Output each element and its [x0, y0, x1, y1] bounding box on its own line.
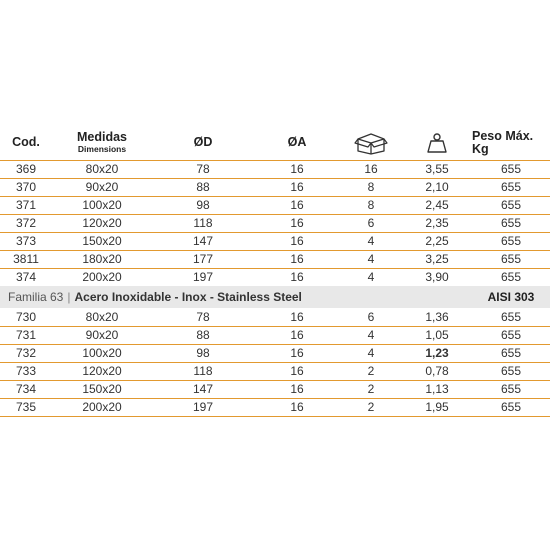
cell-peso: 655 [500, 198, 522, 212]
cell-oa: 16 [290, 180, 304, 194]
cell-qty: 8 [367, 180, 375, 194]
cell-weight: 3,25 [425, 252, 449, 266]
cell-cod: 371 [15, 198, 37, 212]
family-band [0, 286, 550, 308]
table-row [0, 233, 550, 251]
cell-peso: 655 [500, 180, 522, 194]
cell-weight: 1,95 [425, 400, 449, 414]
cell-weight: 0,78 [425, 364, 449, 378]
cell-dim: 90x20 [85, 180, 119, 194]
cell-peso: 655 [500, 364, 522, 378]
table-row [0, 269, 550, 287]
header-od: ØD [193, 135, 213, 149]
table-row [0, 327, 550, 345]
cell-dim: 120x20 [82, 364, 122, 378]
cell-oa: 16 [290, 310, 304, 324]
cell-cod: 369 [15, 162, 37, 176]
cell-od: 118 [193, 216, 213, 230]
cell-cod: 735 [15, 400, 37, 414]
cell-weight: 1,05 [425, 328, 449, 342]
cell-peso: 655 [500, 252, 522, 266]
cell-dim: 150x20 [82, 382, 122, 396]
family-material: Acero Inoxidable - Inox - Stainless Steel [74, 290, 302, 304]
cell-qty: 2 [367, 364, 375, 378]
table-row [0, 161, 550, 179]
cell-od: 98 [196, 198, 210, 212]
cell-dim: 200x20 [82, 270, 122, 284]
cell-oa: 16 [290, 198, 304, 212]
cell-cod: 372 [15, 216, 37, 230]
family-aisi: AISI 303 [487, 290, 535, 304]
cell-oa: 16 [290, 162, 304, 176]
cell-dim: 100x20 [82, 346, 122, 360]
cell-od: 177 [192, 252, 214, 266]
cell-qty: 2 [367, 382, 375, 396]
cell-oa: 16 [290, 382, 304, 396]
cell-cod: 370 [15, 180, 37, 194]
cell-dim: 150x20 [82, 234, 122, 248]
cell-dim: 120x20 [82, 216, 122, 230]
cell-weight: 1,23 [425, 346, 449, 360]
family-separator: | [67, 290, 71, 304]
cell-oa: 16 [290, 252, 304, 266]
cell-qty: 16 [364, 162, 378, 176]
table-row [0, 251, 550, 269]
cell-peso: 655 [500, 310, 522, 324]
cell-cod: 374 [15, 270, 37, 284]
cell-dim: 100x20 [82, 198, 122, 212]
table-row [0, 197, 550, 215]
cell-od: 197 [192, 400, 214, 414]
header-peso: Peso Máx. Kg [472, 128, 534, 156]
cell-cod: 730 [15, 310, 37, 324]
cell-cod: 732 [15, 346, 37, 360]
cell-qty: 4 [367, 346, 375, 360]
cell-dim: 80x20 [85, 162, 119, 176]
cell-od: 78 [196, 162, 210, 176]
cell-oa: 16 [290, 364, 304, 378]
cell-cod: 3811 [13, 252, 39, 266]
header-box [340, 125, 402, 160]
cell-weight: 2,25 [425, 234, 449, 248]
cell-qty: 2 [367, 400, 375, 414]
weight-icon [426, 132, 448, 154]
table-row [0, 179, 550, 197]
cell-cod: 731 [15, 328, 37, 342]
cell-peso: 655 [500, 346, 522, 360]
box-icon [354, 131, 388, 155]
cell-weight: 3,90 [425, 270, 449, 284]
cell-qty: 4 [367, 328, 375, 342]
cell-peso: 655 [500, 234, 522, 248]
table-row [0, 215, 550, 233]
cell-peso: 655 [500, 162, 522, 176]
family-label: Familia 63 [8, 290, 64, 304]
cell-oa: 16 [290, 216, 304, 230]
header-oa: ØA [287, 135, 307, 149]
cell-peso: 655 [500, 328, 522, 342]
cell-oa: 16 [290, 328, 304, 342]
cell-od: 78 [196, 310, 210, 324]
cell-peso: 655 [500, 382, 522, 396]
table-row [0, 309, 550, 327]
cell-peso: 655 [500, 270, 522, 284]
cell-weight: 2,45 [425, 198, 449, 212]
table-row [0, 381, 550, 399]
cell-peso: 655 [500, 400, 522, 414]
cell-qty: 8 [367, 198, 375, 212]
cell-oa: 16 [290, 270, 304, 284]
cell-qty: 4 [367, 234, 375, 248]
cell-weight: 2,35 [425, 216, 449, 230]
header-cod: Cod. [12, 135, 40, 149]
cell-od: 88 [196, 180, 210, 194]
cell-oa: 16 [290, 234, 304, 248]
cell-oa: 16 [290, 346, 304, 360]
header-medidas: Medidas Dimensions [76, 130, 127, 154]
table-row [0, 345, 550, 363]
cell-od: 147 [192, 382, 214, 396]
cell-od: 118 [193, 364, 213, 378]
table-header [0, 125, 550, 161]
cell-od: 98 [196, 346, 210, 360]
header-dimensions: Dimensions [77, 144, 127, 154]
cell-weight: 3,55 [425, 162, 449, 176]
cell-qty: 4 [367, 252, 375, 266]
cell-od: 147 [192, 234, 214, 248]
table-row [0, 399, 550, 417]
header-weight [402, 125, 472, 160]
cell-dim: 180x20 [82, 252, 122, 266]
cell-oa: 16 [290, 400, 304, 414]
table-body-top [0, 161, 550, 287]
table-body-bottom [0, 309, 550, 417]
cell-cod: 734 [15, 382, 37, 396]
family-text [8, 286, 302, 308]
cell-weight: 1,13 [425, 382, 449, 396]
cell-cod: 373 [15, 234, 37, 248]
cell-od: 88 [196, 328, 210, 342]
cell-dim: 90x20 [85, 328, 119, 342]
cell-qty: 6 [367, 310, 375, 324]
cell-weight: 2,10 [425, 180, 449, 194]
cell-cod: 733 [15, 364, 37, 378]
cell-weight: 1,36 [425, 310, 449, 324]
cell-peso: 655 [500, 216, 522, 230]
cell-qty: 4 [367, 270, 375, 284]
cell-dim: 80x20 [85, 310, 119, 324]
cell-od: 197 [192, 270, 214, 284]
cell-qty: 6 [367, 216, 375, 230]
table-row [0, 363, 550, 381]
cell-dim: 200x20 [82, 400, 122, 414]
